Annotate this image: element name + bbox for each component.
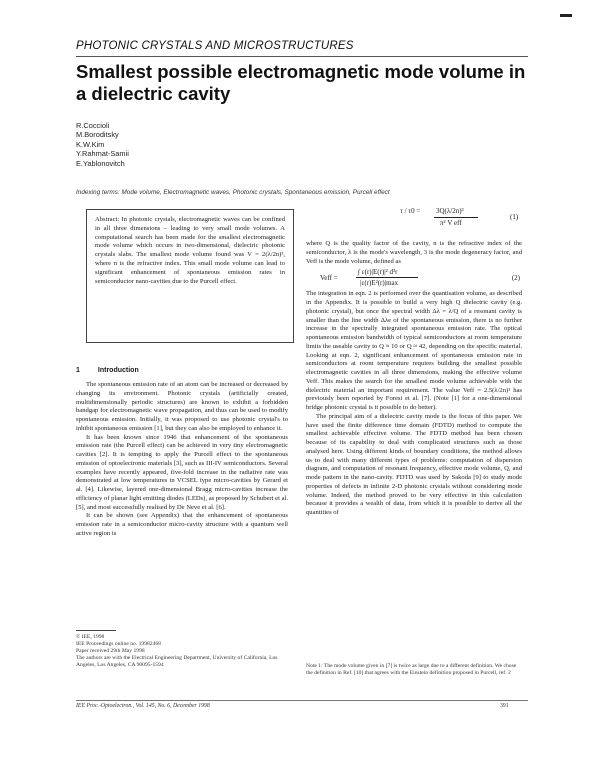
footer-rule (76, 700, 528, 701)
paragraph: It has been known since 1946 that enhancement of the spontaneous emission rate (the Purcell effect) can be achieved in very tiny electromagnetic cavities [2]. It is tempting to apply the Purcell effect to the spontaneous emission of optoelectronic materials [3], such as III-IV semiconductors. Several examples have recently appeared, five-fold increase in the radiative rate was demonstrated at low temperatures in VCSEL type micro-cavities by Gerard et al. [4]. Likewise, layered one-dimensional Bragg micro-cavities increase the efficiency of planar light emitting diodes (LEDs), as proposed by Schubert et al. [5], and most successfully realised by De Neve et al. [6]. (76, 433, 288, 511)
equation-number: (2) (511, 274, 520, 283)
paragraph: It can be shown (see Appendix) that the enhancement of spontaneous emission rate in a semiconductor micro-cavity structure with a quantum well active region is (76, 512, 288, 537)
footnote-line: IEE Proceedings online no. 19982468 (76, 641, 161, 647)
section-title: Introduction (97, 367, 139, 374)
author-name: E.Yablonovitch (76, 158, 125, 168)
abstract-box (86, 209, 294, 343)
journal-footer: IEE Proc.-Optoelectron., Vol. 145, No. 6, December 1998 (76, 703, 210, 709)
equation-numerator: 3Q(λ/2n)³ (436, 207, 464, 215)
fraction-bar (356, 277, 418, 278)
section-heading (76, 367, 157, 374)
fraction-bar (434, 217, 478, 218)
article-title: Smallest possible electromagnetic mode volume in a dielectric cavity (76, 61, 526, 104)
equation-numerator: ∫ ε(r)|E(r)|² d³r (358, 268, 398, 277)
equation-lhs: τ / τ0 = (400, 207, 421, 215)
equation-denominator: π² V eff (440, 219, 462, 227)
right-column (306, 240, 522, 652)
paragraph: The spontaneous emission rate of an atom can be increased or decreased by changing its environment. Photonic crystals (artificially created, multidimensionally periodic structures) are known to exhibit a forbidden bandgap for electromagnetic wave propagation, and thus can be used to modify spontaneous emission. Initially, it was proposed to use photonic crystal's to inhibit spontaneous emission [1], but they can also be employed to enhance it. (76, 381, 288, 432)
page-number: 391 (500, 703, 509, 709)
corner-mark (560, 14, 572, 17)
paragraph: where Q is the quality factor of the cavity, n is the refractive index of the semiconductor, λ is the mode's wavelength, 3 is the mode degeneracy factor, and Veff is the mode volume, defined as (306, 240, 522, 265)
paragraph: The integration in eqn. 2 is performed over the quantisation volume, as described in the Appendix. It is possible to build a very high Q dielectric cavity (e.g. photonic crystal), but once the spectral width Δλ = λ/Q of a resonant cavity is smaller than the line width Δλe of the spontaneous emission, there is no further increase in the spectrally integrated spontaneous emission rate. The optical spontaneous emission bandwidth of typical semiconductors at room temperature limits the useable cavity to Q ≈ 10 or Q ≈ 42, depending on the specific material. Looking at eqn. 2, significant enhancement of spontaneous emission rate in semiconductors at room temperature requires building the smallest possible electromagnetic cavities in all three dimensions, making the effective volume Veff. This makes the search for the smallest mode volume achievable with the dielectric material an important requirement. The value Veff = 2.5(λ/2n)³ has previously been reported by Foresi et al. [7]. (Note [1] for a one-dimensional bridge photonic crystal is it possible to do better). (306, 290, 522, 411)
author-name: R.Coccioli (76, 121, 110, 130)
note-caption: Note 1: The mode volume given in [7] is twice as large due to a different definition. We chose the definition in Ref. [10] that agrees with the Einstein definition proposed in Purcell, ref. 2 (306, 663, 517, 676)
left-column (76, 381, 288, 627)
equation-2 (306, 266, 522, 290)
abstract-text: Abstract: In photonic crystals, electromagnetic waves can be confined in all three dimensions – leading to very small mode volumes. A computational search has been made for the smallest electromagnetic mode volume which occurs in two-dimensional, dielectric photonic crystals slabs. The smallest mode volume found was V = 2(λ/2n)³, where n is the refractive index. This small mode volume can lead to significant enhancement of spontaneous emission rates in semiconductor nano-cavities due to the Purcell effect. (95, 216, 285, 285)
section-label: PHOTONIC CRYSTALS AND MICROSTRUCTURES (76, 40, 354, 52)
equation-denominator: |ε(r)E²(r)|max (360, 279, 399, 288)
author-list (76, 121, 129, 168)
footnote-line: © IEE, 1998 (76, 634, 105, 640)
footnote (76, 634, 288, 669)
author-name: Y.Rahmat-Samii (76, 149, 129, 159)
paragraph: The principal aim of a dielectric cavity mode is the focus of this paper. We have used the finite difference time domain (FDTD) method to compute the smallest achievable effective volume. The FDTD method has been chosen because of its capability to deal with complicated structures such as those analysed here. Using different kinds of boundary conditions, the method allows us to deal with many different types of problems: computation of dispersion diagram, and computation of resonant frequency, effective mode volume, Q, and mode pattern in the nano-cavity. FDTD was used by Sakoda [9] to study mode properties of defects in infinite 2-D photonic crystals without considering mode volume. Indeed, the method proved to be very effective in this calculation because it provides a wealth of data, from which it is possible to derive all the quantities of (306, 412, 522, 516)
section-number: 1 (76, 367, 80, 374)
index-terms: Indexing terms: Mode volume, Electromagnetic waves, Photonic crystals, Spontaneous emission, Purcell effect (76, 189, 390, 196)
author-name: M.Boroditsky (76, 130, 119, 140)
footnote-line: The authors are with the Electrical Engineering Department, University of California, Los Angeles, Los Angeles, CA 90095-1594 (76, 655, 278, 668)
header-rule (76, 56, 528, 57)
equation-lhs: Veff = (320, 274, 338, 283)
equation-number: (1) (510, 213, 519, 221)
footnote-rule (76, 630, 116, 631)
author-name: K.W.Kim (76, 139, 105, 149)
footnote-line: Paper received 29th May 1998 (76, 648, 145, 654)
